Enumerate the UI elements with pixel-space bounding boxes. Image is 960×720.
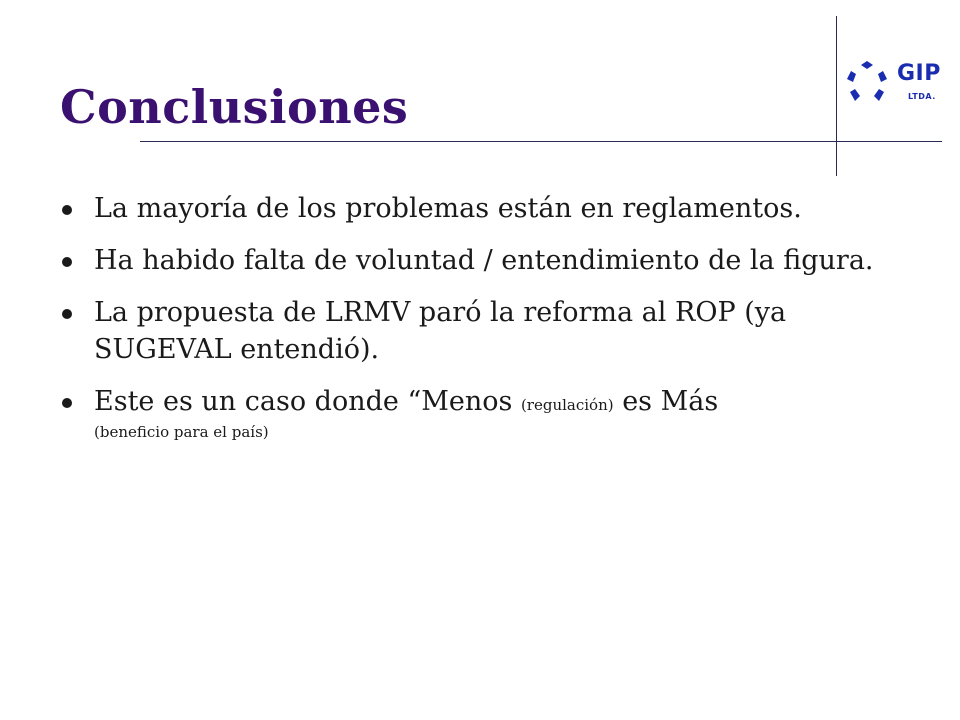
bullet-icon [62,257,72,267]
vertical-divider [836,16,837,176]
bullet-item [60,190,920,227]
bullet-text: Ha habido falta de voluntad / entendimiento de la figura. [94,245,874,276]
bullet-list [60,190,920,457]
logo-subtext: LTDA. [908,92,936,101]
bullet-small-text: (regulación) [520,396,614,414]
company-logo [842,58,942,108]
bullet-icon [62,309,72,319]
bullet-item [60,294,920,368]
logo-text: GIP [897,61,941,86]
bullet-item [60,383,920,442]
bullet-icon [62,205,72,215]
bullet-small-text: (beneficio para el país) [94,423,269,441]
title-underline [140,141,942,142]
bullet-text: Este es un caso donde “Menos [94,386,521,417]
bullet-text: es Más [613,386,719,417]
bullet-item [60,242,920,279]
bullet-text: La propuesta de LRMV paró la reforma al ROP (ya SUGEVAL entendió). [94,297,787,365]
pentagon-logo-icon [842,58,892,108]
slide-title: Conclusiones [60,80,409,134]
bullet-text: La mayoría de los problemas están en reglamentos. [94,193,802,224]
bullet-icon [62,398,72,408]
